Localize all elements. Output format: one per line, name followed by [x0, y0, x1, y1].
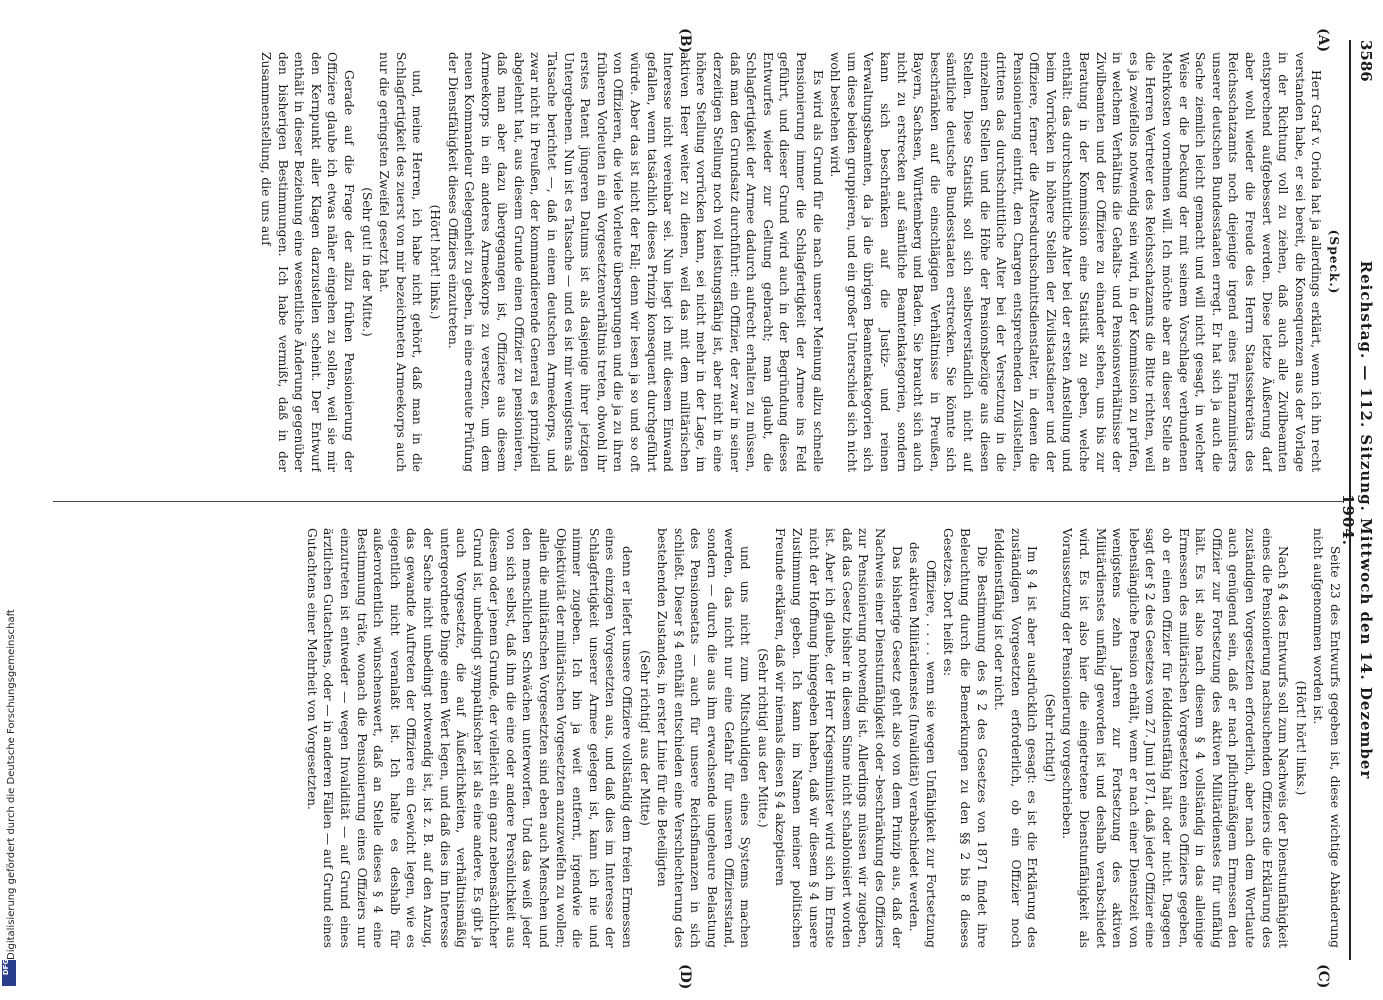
header-rule — [1349, 40, 1351, 960]
margin-tag-d: (D) — [677, 964, 693, 990]
interjection: (Hört! hört! links.) — [427, 204, 442, 320]
speaker-name: (Speck.) — [1327, 229, 1341, 295]
interjection: (Sehr richtig!) — [1042, 693, 1057, 783]
margin-tag-c: (C) — [1315, 964, 1331, 989]
paragraph: Im § 4 ist aber ausdrücklich gesagt: es ist die Erklärung des zuständigen Vorgesetzten erforderlich, ob ein Offizier noch felddienstfähig ist oder nicht. — [992, 528, 1040, 948]
dfg-logo-text: DFG — [2, 958, 10, 976]
interjection: (Hört! hört! links.) — [1293, 680, 1308, 796]
digitization-credit: Digitalisierung gefördert durch die Deutsche Forschungsgemeinschaft — [6, 609, 17, 960]
paragraph: Nach § 4 des Entwurfs soll zum Nachweis der Dienstunfähigkeit eines die Pensionierung nachsuchenden Offiziers die Erklärung des zuständigen Vorgesetzten erforderlich, aber nach dem Wortlaute auch genügend sein, daß er nach pflichtmäßigem Ermessen den Offizier zur Fortsetzung des aktiven Militärdienstes für unfähig hält. Es ist also nach diesem § 4 vollständig in das alleinige Ermessen des militärischen Vorgesetzten eines Offiziers gegeben, ob er einen Offizier für felddienstfähig hält oder nicht. Dagegen sagt der § 2 des Gesetzes vom 27. Juni 1871, daß jeder Offizier eine lebenslängliche Pension erhält, wenn er nach einer Dienstzeit von wenigstens zehn Jahren zur Fortsetzung des aktiven Militärdienstes unfähig geworden ist und deshalb verabschiedet wird. Es ist also hier die eingetretene Dienstunfähigkeit als Voraussetzung der Pensionierung vorgeschrieben. — [1060, 528, 1291, 948]
paragraph: Seite 23 des Entwurfs gegeben ist, diese wichtige Abänderung nicht aufgenommen worden ist. — [1311, 528, 1342, 948]
paragraph: denn er liefert unsere Offiziere vollständig dem freien Ermessen eines einzigen Vorgesetzten aus, und daß dies im Interesse der Schlagfertigkeit unserer Armee gelegen ist, kann ich nie und nimmer zugeben. Ich bin ja weit entfernt, irgendwie die Objektivität der militärischen Vorgesetzten anzuzweifeln zu wollen; allein die militärischen Vorgesetzten sind eben auch Menschen und den menschlichen Schwächen unterworfen. Und das weiß jeder von sich selbst, daß ihm die eine oder andere Persönlichkeit aus diesem oder jenem Grunde, der vielleicht ein ganz nebensächlicher Grund ist, unbedingt sympathischer ist als eine andere. Es gibt ja auch Vorgesetzte, die auf Äußerlichkeiten, verhältnismäßig untergeordnete Dinge einen Wert legen, und daß dies im Interesse der Sache nicht unbedingt notwendig ist, ist z. B. auf den Anzug, das gewandte Auftreten der Offiziere ein Gewicht legen, wie es eigentlich nicht veranlaßt ist. Ich halte es deshalb für außerordentlich wünschenswert, daß an Stelle dieses § 4 eine Bestimmung träte, wonach die Pensionierung eines Offiziers nur einzutreten ist entweder — wegen Invalidität — auf Grund eines ärztlichen Gutachtens, oder — in anderen Fällen — auf Grund eines Gutachtens einer Mehrheit von Vorgesetzten. — [304, 528, 635, 948]
page-header — [1339, 40, 1375, 960]
paragraph: und, meine Herren, ich habe nicht gehört, daß man in die Schlagfertigkeit des zuerst von mir bezeichneten Armeekorps auch nur die geringsten Zweifel gesetzt hat. — [377, 52, 425, 472]
column-divider — [53, 501, 1343, 502]
left-column — [53, 52, 1343, 472]
dfg-logo — [2, 960, 16, 986]
header-title: Reichstag. — 112. Sitzung. Mittwoch den 14. Dezember 1904. — [1339, 260, 1375, 780]
paragraph: Das bisherige Gesetz geht also von dem Prinzip aus, daß der Nachweis einer Dienstunfähigkeit oder -beschränkung des Offiziers zur Pensionierung notwendig ist. Allerdings müssen wir zugeben, daß das Gesetz bisher in diesem Sinne nicht schablonisiert worden ist. Aber ich glaube, der Herr Kriegsminister wird sich im Ernste nicht der Hoffnung hingegeben haben, daß wir diesem § 4 unsere Zustimmung geben. Ich kann im Namen meiner politischen Freunde erklären, daß wir niemals diesen § 4 akzeptieren — [773, 528, 904, 948]
interjection: (Sehr richtig! aus der Mitte.) — [755, 648, 770, 828]
paragraph: und uns nicht zum Mitschuldigen eines Systems machen werden, das nicht nur eine Gefahr für unseren Offiziersstand, sondern — durch die aus ihm erwachsende ungeheure Belastung des Pensionsetats — auch für unsere Reichsfinanzen in sich schließt. Dieser § 4 enthält entschieden eine Verschlechterung des bestehenden Zustandes, in erster Linie für die Beteiligten — [655, 528, 753, 948]
right-column — [53, 528, 1343, 948]
margin-tag-a: (A) — [1315, 28, 1331, 53]
paragraph: Herr Graf v. Oriola hat ja allerdings erklärt, wenn ich ihn recht verstanden habe, er sei bereit, die Konsequenzen aus der Vorlage in der Richtung voll zu ziehen, daß auch alle Zivilbeamten entsprechend aufgebessert werden. Diese letzte Äußerung darf aber wohl wieder die Freude des Herrn Staatssekretärs des Reichsschatzamts noch diejenige irgend eines Finanzministers unserer deutschen Bundesstaaten erregt. Er hat sich ja auch die Sache ziemlich leicht gemacht und will nicht gesagt, in welcher Weise er die Deckung der mit seinem Vorschlage verbundenen Mehrkosten vornehmen will. Ich möchte aber an dieser Stelle an die Herren Vertreter des Reichsschatzamts die Bitte richten, weil es ja zweifellos notwendig sein wird, in der Kommission zu prüfen, in welchem Verhältnis die Gehalts- und Pensionsverhältnisse der Zivilbeamten und der Offiziere zu einander stehen, uns bis zur Beratung in der Kommission eine Statistik zu geben, welche enthält: das durchschnittliche Alter bei der ersten Anstellung und beim Vorrücken in höhere Stellen der Zivilstaatsdiener und der Offiziere, ferner die Altersdurchschnittsdienstalter, in denen die Pensionierung eintritt, den Chargen entsprechenden Zivilstellen, drittens das durchschnittliche Alter bei der Versetzung in die einzelnen Stellen und die Höhe der Pensionsbezüge aus diesen Stellen. Diese Statistik soll sich selbstverständlich nicht auf sämtliche deutsche Bundesstaaten erstrecken. Sie könnte sich beschränken auf die einschlägigen Verhältnisse in Preußen, Bayern, Sachsen, Württemberg und Baden. Sie braucht sich auch nicht zu erstrecken auf sämtliche Beamtenkategorien, sondern kann sich beschränken auf die Justiz- und reinen Verwaltungsbeamten, da ja die übrigen Beamtenkategorien sich um diese beiden gruppieren, und ein großer Unterschied sich nicht wohl bestehen wird. — [828, 52, 1324, 472]
interjection: (Sehr richtig! aus der Mitte) — [637, 650, 652, 826]
paragraph: Es wird als Grund für die nach unserer Meinung allzu schnelle Pensionierung immer die Schlagfertigkeit der Armee ins Feld geführt, und dieser Grund wird auch in der Begründung dieses Entwurfes wieder zur Geltung gebracht; man glaubt, die Schlagfertigkeit der Armee dadurch aufrecht erhalten zu müssen, daß man den Grundsatz durchführt: ein Offizier, der zwar in seiner derzeitigen Stellung noch voll leistungsfähig ist, aber nicht in eine höhere Stellung vorrücken kann, sei nicht mehr in der Lage, im aktiven Heer weiter zu dienen, weil das mit dem militärischen Interesse nicht vereinbar sei. Nun liegt ich mit diesem Einwand gefallen, wenn tatsächlich dieses Prinzip konsequent durchgeführt würde. Aber das ist nicht der Fall; denn wir lesen ja so und so oft von Offizieren, die viele Vorleute übersprungen und die ja zu ihren früheren Vorleuten in ein Vorgesetztenverhältnis treten, obwohl ihr erstes Patent jüngeren Datums ist als dasjenige ihrer jetzigen Untergebenen. Nun ist es Tatsache — und es ist mir wenigstens als Tatsache berichtet —, daß in einem deutschen Armeekorps, und zwar nicht in Preußen, der kommandierende General es prinzipiell abgelehnt hat, aus diesem Grunde einen Offizier zu pensionieren, daß man aber dazu übergegangen ist, Offiziere aus diesem Armeekorps in ein anderes Armeekorps zu versetzen, um dem neuen Kommandeur Gelegenheit zu geben, in eine erneute Prüfung der Dienstfähigkeit dieses Offiziers einzutreten. — [445, 52, 825, 472]
paragraph: Gerade auf die Frage der allzu frühen Pensionierung der Offiziere glaube ich etwas näher eingehen zu sollen, weil sie mir den Kernpunkt aller Klagen darzustellen scheint. Der Entwurf enthält in dieser Beziehung eine wesentliche Änderung gegenüber den bisherigen Bestimmungen. Ich habe vermißt, daß in der Zusammenstellung, die uns auf — [259, 52, 356, 472]
page-number: 3586 — [1357, 40, 1375, 82]
quoted-passage: Offiziere, . . . . wenn sie wegen Unfähigkeit zur Fortsetzung des aktiven Militärdienstes (Invalidität) verabschiedet werden. — [907, 542, 938, 948]
interjection: (Sehr gut! in der Mitte.) — [359, 187, 374, 337]
paragraph: Die Bestimmung des § 2 des Gesetzes von 1871 findet ihre Beleuchtung durch die Bemerkungen zu den §§ 2 bis 8 dieses Gesetzes. Dort heißt es: — [941, 528, 989, 948]
margin-tag-b: (B) — [677, 28, 693, 54]
